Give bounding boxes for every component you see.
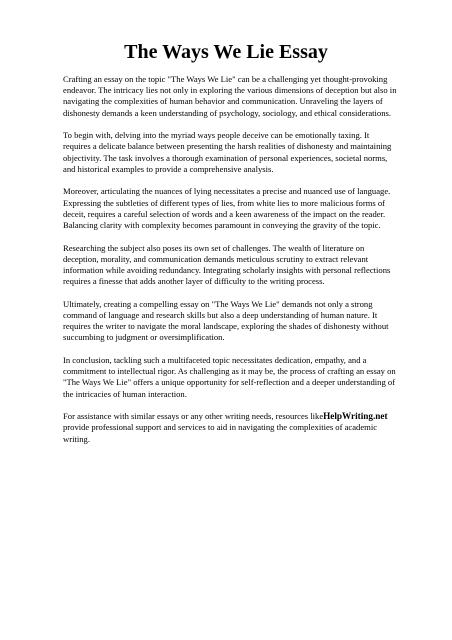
paragraph-conclusion (63, 355, 399, 400)
text-line: Crafting an essay on the topic "The Ways We Lie" can be a challenging yet thought-provoking (63, 74, 388, 84)
text-line: Moreover, articulating the nuances of lying necessitates a precise and nuanced use of language. (63, 186, 391, 197)
text-line: endeavor. The intricacy lies not only in exploring the various dimensions of deception but also in (63, 85, 397, 96)
assistance-prefix: For assistance with similar essays or any other writing needs, resources like (63, 411, 324, 422)
text-line: Researching the subject also poses its own set of challenges. The wealth of literature on (63, 242, 365, 253)
document-body (63, 74, 399, 456)
text-line: requires the writer to navigate the moral landscape, exploring the shades of dishonesty without (63, 321, 389, 332)
paragraph-research (63, 243, 399, 288)
text-line: "The Ways We Lie" offers a unique opportunity for self-reflection and a deeper understanding of (63, 377, 396, 388)
brand-name: HelpWriting.net (323, 411, 388, 422)
text-line: navigating the complexities of human behavior and communication. Unraveling the layers of (63, 96, 383, 107)
text-line: information while avoiding redundancy. Integrating scholarly insights with personal reflections (63, 265, 391, 276)
text-line: In conclusion, tackling such a multifaceted topic necessitates dedication, empathy, and a (63, 355, 367, 366)
paragraph-ultimately (63, 299, 399, 344)
text-line: Ultimately, creating a compelling essay on "The Ways We Lie" demands not only a strong (63, 298, 373, 309)
text-line (63, 411, 399, 422)
text-line: objectivity. The task involves a thorough examination of personal experiences, societal norms, (63, 152, 388, 163)
text-line: requires a finesse that adds another layer of difficulty to the writing process. (63, 276, 325, 287)
paragraph-begin (63, 130, 399, 175)
text-line: succumbing to judgment or oversimplification. (63, 332, 225, 343)
text-line: requires a delicate balance between presenting the harsh realities of dishonesty and maintaining (63, 141, 392, 152)
text-line: commitment to intellectual rigor. As challenging as it may be, the process of crafting an essay on (63, 366, 396, 377)
text-line: deceit, requires a careful selection of words and a keen awareness of the impact on the reader. (63, 208, 386, 219)
paragraph-assistance (63, 411, 399, 445)
document-title: The Ways We Lie Essay (124, 41, 328, 63)
text-line: Balancing clarity with complexity becomes paramount in conveying the gravity of the topic. (63, 220, 381, 231)
text-line: deception, morality, and communication demands meticulous scrutiny to extract relevant (63, 253, 369, 264)
paragraph-language (63, 186, 399, 231)
text-line: To begin with, delving into the myriad ways people deceive can be emotionally taxing. It (63, 130, 370, 141)
text-line: provide professional support and services to aid in navigating the complexities of academic (63, 422, 378, 433)
text-line: command of language and research skills but also a deep understanding of human nature. It (63, 310, 378, 321)
text-line: Expressing the subtleties of different types of lies, from white lies to more malicious forms of (63, 197, 386, 208)
paragraph-intro (63, 74, 399, 119)
text-line: and historical examples to provide a comprehensive analysis. (63, 163, 274, 174)
text-line: writing. (63, 433, 90, 444)
text-line: dishonesty demands a keen understanding of psychology, sociology, and ethical considerations. (63, 107, 392, 118)
text-line: the intricacies of human interaction. (63, 388, 187, 399)
